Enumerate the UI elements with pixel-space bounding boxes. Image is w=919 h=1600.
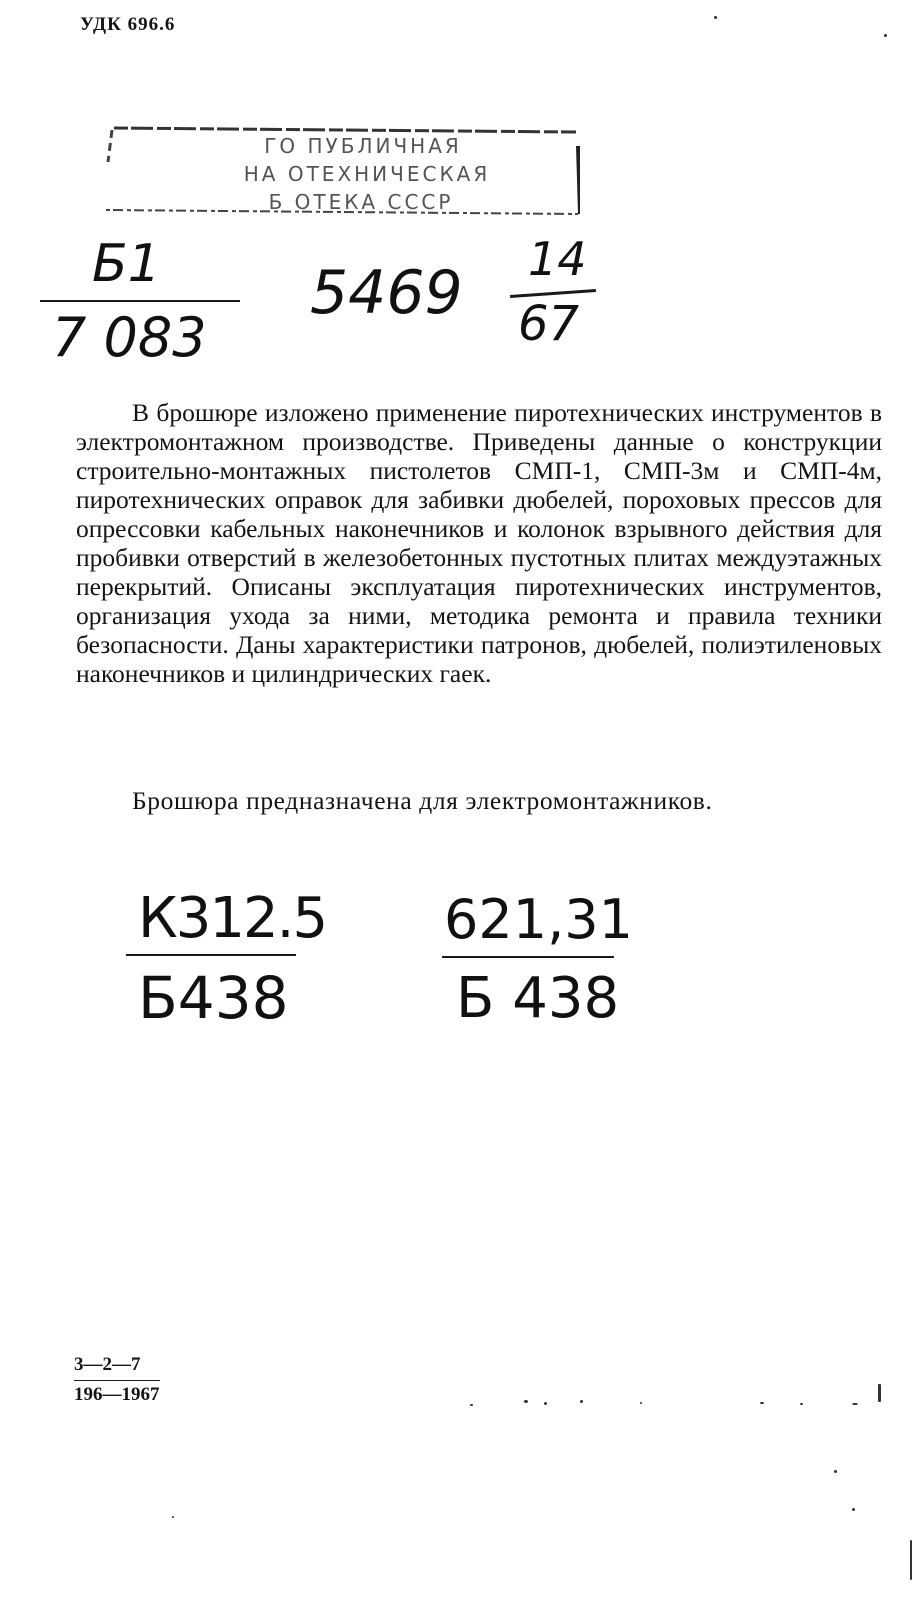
stamp-line-2: НА ОТЕХНИЧЕСКАЯ [243,162,491,186]
abstract-text: В брошюре изложено применение пиротехнических инструментов в электромонтажном производстве. Приведены данные о конструкции строительно-монтажных пистолетов СМП-1, СМП-3м и СМП-4м, пиротехнических оправок для забивки дюбелей, пороховых прессов для опрессовки кабельных наконечников и колонок взрывного действия для пробивки отверстий в железобетонных пустотных плитах междуэтажных перекрытий. Описаны эксплуатация пиротехнических инструментов, организация ухода за ними, методика ремонта и правила техники безопасности. Даны характеристики патронов, дюбелей, полиэтиленовых наконечников и цилиндрических гаек. [76,398,882,688]
scan-speck [580,1400,583,1403]
scan-speck [884,34,887,37]
inventory-date-bottom: 67 [518,296,580,352]
stamp-line-3: Б ОТЕКА СССР [268,190,454,214]
classification-left-bottom: Б438 [138,964,289,1032]
classification-left-rule [126,954,296,956]
classification-right-top: 621,31 [444,888,633,951]
scan-speck [800,1403,803,1405]
library-stamp [106,122,580,218]
classification-right-bottom: Б 438 [456,966,620,1031]
scan-speck [910,1540,912,1580]
classification-right-rule [442,956,614,958]
stamp-line-1: ГО ПУБЛИЧНАЯ [264,134,462,158]
publisher-code-bottom: 196—1967 [74,1384,160,1405]
inventory-number: 5469 [310,258,463,328]
scan-speck [852,1403,858,1405]
scan-speck [524,1400,528,1403]
scan-speck [878,1384,881,1402]
scan-speck [760,1402,764,1404]
shelf-mark-rule [40,300,240,302]
publisher-code-rule [74,1380,160,1381]
scan-speck [544,1402,547,1405]
shelf-mark-bottom: 7 083 [52,306,207,369]
inventory-date-top: 14 [528,232,587,286]
scan-speck [834,1470,837,1473]
classification-left-top: К312.5 [138,886,327,951]
scan-speck [714,16,717,19]
scan-speck [852,1508,855,1511]
scan-speck [172,1516,174,1518]
scan-speck [470,1404,473,1406]
purpose-text: Брошюра предназначена для электромонтажников. [132,786,713,815]
publisher-code-top: 3—2—7 [74,1354,141,1375]
udk-code: УДК 696.6 [80,14,176,35]
scan-speck [640,1402,642,1404]
shelf-mark-top: Б1 [92,234,161,294]
